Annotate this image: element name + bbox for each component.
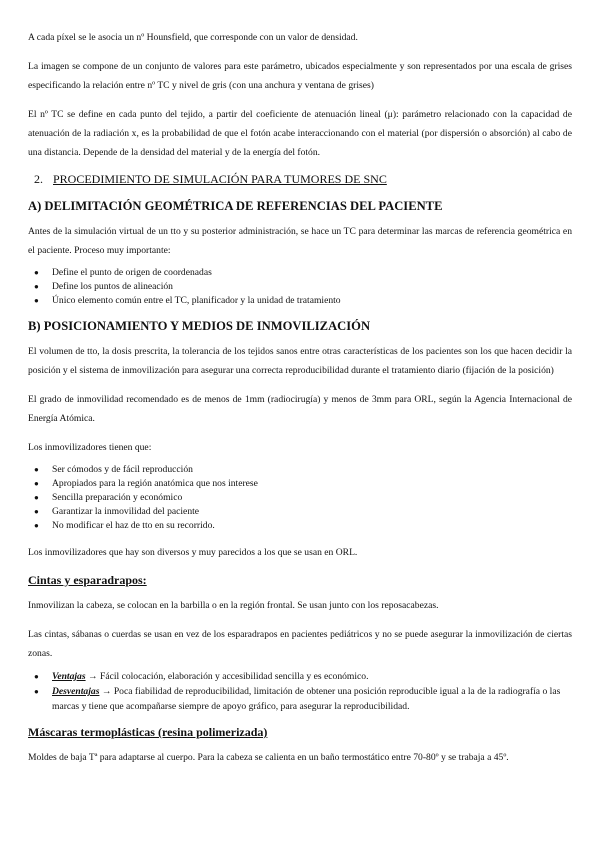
list-item: ● Ser cómodos y de fácil reproducción <box>34 464 193 475</box>
list-item: ● Sencilla preparación y económico <box>34 492 183 503</box>
section-2-heading <box>28 170 572 188</box>
desventajas-label: Desventajas <box>52 686 100 697</box>
list-item-desventajas <box>28 684 572 714</box>
section-b-paragraph-2: El grado de inmovilidad recomendado es de menos de 1mm (radiocirugía) y menos de 3mm para ORL, según la Agencia Internacional de Energía Atómica. <box>28 394 572 424</box>
bullet-icon: ● <box>34 493 39 502</box>
bullet-icon: ● <box>34 672 39 681</box>
section-b-list <box>28 463 572 533</box>
list-item: ● Define los puntos de alineación <box>34 281 173 292</box>
bullet-icon: ● <box>34 687 39 696</box>
bullet-icon: ● <box>34 521 39 530</box>
bullet-icon: ● <box>34 465 39 474</box>
cintas-heading: Cintas y esparadrapos: <box>28 573 147 587</box>
list-item: ● Define el punto de origen de coordenadas <box>34 267 212 278</box>
cintas-paragraph-1: Inmovilizan la cabeza, se colocan en la barbilla o en la región frontal. Se usan junto con los reposacabezas. <box>28 600 439 611</box>
paragraph-hounsfield: A cada píxel se le asocia un nº Hounsfield, que corresponde con un valor de densidad. <box>28 32 358 43</box>
section-b-paragraph-3: Los inmovilizadores tienen que: <box>28 442 152 453</box>
section-b-heading: B) POSICIONAMIENTO Y MEDIOS DE INMOVILIZACIÓN <box>28 319 371 333</box>
bullet-icon: ● <box>34 268 39 277</box>
section-2-title: PROCEDIMIENTO DE SIMULACIÓN PARA TUMORES DE SNC <box>53 172 387 186</box>
bullet-icon: ● <box>34 479 39 488</box>
list-item: ● Garantizar la inmovilidad del paciente <box>34 506 200 517</box>
cintas-paragraph-2: Las cintas, sábanas o cuerdas se usan en vez de los esparadrapos en pacientes pediátricos y no se puede asegurar la inmovilización de ciertas zonas. <box>28 629 572 659</box>
mascaras-heading: Máscaras termoplásticas (resina polimerizada) <box>28 725 268 739</box>
section-b-paragraph-4: Los inmovilizadores que hay son diversos y muy parecidos a los que se usan en ORL. <box>28 547 358 558</box>
list-item: ● Apropiados para la región anatómica que nos interese <box>34 478 258 489</box>
section-a-list <box>28 266 572 308</box>
desventajas-text: → Poca fiabilidad de reproducibilidad, limitación de obtener una posición reproducible igual a la de la radiografía o las marcas y tiene que acompañarse siempre de apoyo gráfico, para asegurar la reproducibilidad. <box>52 686 561 712</box>
ventajas-text: → Fácil colocación, elaboración y accesibilidad sencilla y es económico. <box>85 671 369 682</box>
ventajas-label: Ventajas <box>52 671 86 682</box>
list-item: ● No modificar el haz de tto en su recorrido. <box>34 520 215 531</box>
section-a-intro: Antes de la simulación virtual de un tto y su posterior administración, se hace un TC para determinar las marcas de referencia geométrica en el paciente. Proceso muy importante: <box>28 226 572 256</box>
section-b-paragraph-1: El volumen de tto, la dosis prescrita, la tolerancia de los tejidos sanos entre otras características de los pacientes son los que hacen decidir la posición y el sistema de inmovilización para asegurar una correcta reproducibilidad durante el tratamiento diario (fijación de la posición) <box>28 346 572 376</box>
bullet-icon: ● <box>34 507 39 516</box>
section-a-heading: A) DELIMITACIÓN GEOMÉTRICA DE REFERENCIAS DEL PACIENTE <box>28 199 443 213</box>
paragraph-image-composition: La imagen se compone de un conjunto de valores para este parámetro, ubicados especialmente y son representados por una escala de grises especificando la relación entre nº TC y nivel de gris (con una anchura y ventana de grises) <box>28 61 572 91</box>
bullet-icon: ● <box>34 296 39 305</box>
cintas-list <box>28 669 572 714</box>
mascaras-paragraph-1: Moldes de baja Tª para adaptarse al cuerpo. Para la cabeza se calienta en un baño termostático entre 70-80º y se trabaja a 45º. <box>28 752 509 763</box>
document-page <box>28 28 572 767</box>
bullet-icon: ● <box>34 282 39 291</box>
list-item: ● Único elemento común entre el TC, planificador y la unidad de tratamiento <box>34 295 341 306</box>
section-2-number: 2. <box>34 172 43 186</box>
paragraph-tc-number: El nº TC se define en cada punto del tejido, a partir del coeficiente de atenuación lineal (μ): parámetro relacionado con la capacidad de atenuación de la radiación x, es la probabilidad de que el fotón acabe interaccionando con el material (por dispersión o absorción) al cabo de una distancia. Depende de la densidad del material y de la energía del fotón. <box>28 109 572 158</box>
list-item-ventajas <box>28 669 572 684</box>
